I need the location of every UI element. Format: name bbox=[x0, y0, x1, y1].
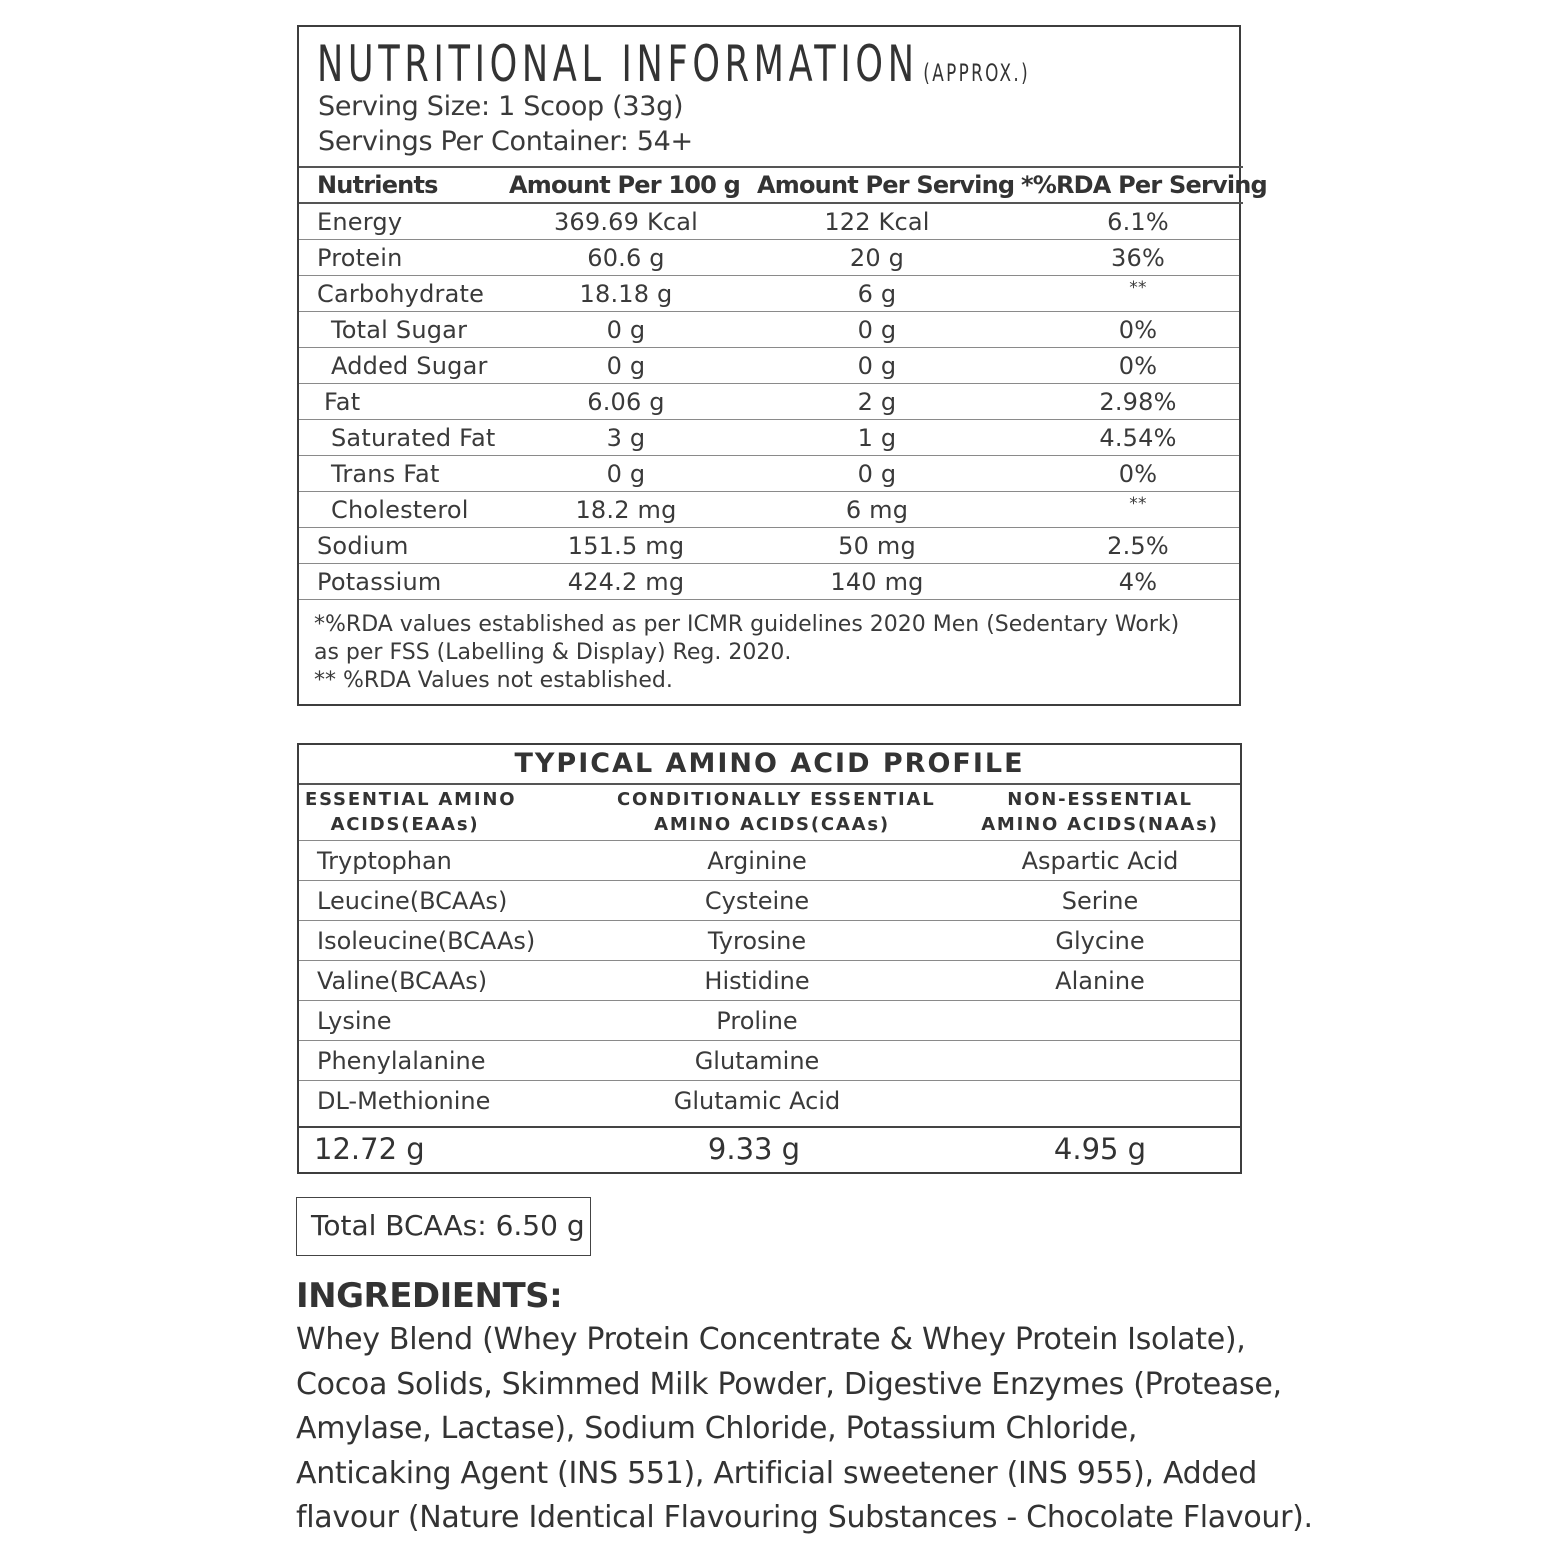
header-essential-line1: ESSENTIAL AMINO bbox=[305, 789, 517, 810]
ingredients-line: Cocoa Solids, Skimmed Milk Powder, Digestive Enzymes (Protease, bbox=[296, 1367, 1282, 1402]
amount-per-100g: 369.69 Kcal bbox=[553, 208, 699, 236]
nutrient-name: Added Sugar bbox=[331, 352, 488, 380]
table-row-trans-fat bbox=[299, 456, 1239, 492]
nonessential-amino: Glycine bbox=[1055, 927, 1145, 955]
conditional-amino: Cysteine bbox=[704, 887, 810, 915]
nutrition-title bbox=[317, 35, 1030, 93]
header-non-essential bbox=[979, 787, 1221, 842]
header-amount-per-serving: Amount Per Serving bbox=[757, 171, 1015, 199]
amino-title: TYPICAL AMINO ACID PROFILE bbox=[299, 745, 1240, 785]
amino-acid-profile-panel bbox=[297, 743, 1242, 1174]
amount-per-100g: 6.06 g bbox=[587, 388, 665, 416]
table-row-total-sugar bbox=[299, 312, 1239, 348]
nutrition-title-text: NUTRITIONAL INFORMATION bbox=[317, 35, 919, 93]
header-conditional-line2: AMINO ACIDS(CAAs) bbox=[654, 814, 890, 835]
servings-per-container: Servings Per Container: 54+ bbox=[318, 126, 693, 157]
table-row bbox=[299, 881, 1240, 921]
essential-amino: Valine(BCAAs) bbox=[317, 967, 488, 995]
amount-per-serving: 122 Kcal bbox=[824, 208, 930, 236]
rda-value: 0% bbox=[1118, 460, 1158, 488]
table-row-protein bbox=[299, 240, 1239, 276]
ingredients-title: INGREDIENTS: bbox=[296, 1276, 563, 1316]
amount-per-serving: 0 g bbox=[857, 460, 897, 488]
rda-value: ** bbox=[1129, 494, 1147, 514]
amount-per-serving: 2 g bbox=[857, 388, 897, 416]
amount-per-100g: 0 g bbox=[606, 352, 646, 380]
rda-value: ** bbox=[1129, 278, 1147, 298]
nutrient-name: Carbohydrate bbox=[317, 280, 485, 308]
essential-amino: Leucine(BCAAs) bbox=[317, 887, 508, 915]
conditional-amino: Histidine bbox=[704, 967, 810, 995]
table-row bbox=[299, 1001, 1240, 1041]
header-conditionally-essential bbox=[617, 787, 936, 842]
nutrient-name: Trans Fat bbox=[331, 460, 440, 488]
rda-value: 2.98% bbox=[1099, 388, 1177, 416]
table-row-energy bbox=[299, 204, 1239, 240]
rda-value: 2.5% bbox=[1107, 532, 1169, 560]
nutrient-name: Potassium bbox=[317, 568, 442, 596]
table-row-fat bbox=[299, 384, 1239, 420]
essential-amino: DL-Methionine bbox=[317, 1087, 491, 1115]
amount-per-100g: 0 g bbox=[606, 316, 646, 344]
header-nutrients: Nutrients bbox=[317, 171, 438, 199]
rda-value: 4% bbox=[1118, 568, 1158, 596]
footnote-rda-not-established: ** %RDA Values not established. bbox=[314, 668, 673, 693]
nutrient-name: Cholesterol bbox=[331, 496, 469, 524]
footnote-fss-reg: as per FSS (Labelling & Display) Reg. 2020. bbox=[314, 640, 792, 665]
table-row bbox=[299, 1081, 1240, 1121]
table-row-saturated-fat bbox=[299, 420, 1239, 456]
rda-value: 0% bbox=[1118, 316, 1158, 344]
nonessential-total: 4.95 g bbox=[1053, 1132, 1147, 1166]
table-row-cholesterol bbox=[299, 492, 1239, 528]
conditional-amino: Tyrosine bbox=[707, 927, 807, 955]
total-bcaa-box bbox=[296, 1197, 591, 1256]
serving-size: Serving Size: 1 Scoop (33g) bbox=[318, 91, 684, 122]
header-nonessential-line1: NON-ESSENTIAL bbox=[1007, 789, 1193, 810]
table-row-potassium bbox=[299, 564, 1239, 600]
header-amount-per-100g: Amount Per 100 g bbox=[509, 171, 740, 199]
nonessential-amino: Serine bbox=[1061, 887, 1139, 915]
nonessential-amino: Aspartic Acid bbox=[1021, 847, 1179, 875]
total-bcaa-label: Total BCAAs: 6.50 g bbox=[311, 1209, 585, 1242]
table-row bbox=[299, 841, 1240, 881]
table-row-added-sugar bbox=[299, 348, 1239, 384]
amount-per-serving: 6 mg bbox=[845, 496, 909, 524]
conditional-amino: Glutamine bbox=[694, 1047, 820, 1075]
amount-per-serving: 0 g bbox=[857, 352, 897, 380]
conditional-total: 9.33 g bbox=[707, 1132, 801, 1166]
nutrient-name: Total Sugar bbox=[331, 316, 468, 344]
amount-per-serving: 6 g bbox=[857, 280, 897, 308]
amount-per-100g: 18.18 g bbox=[579, 280, 673, 308]
table-row-sodium bbox=[299, 528, 1239, 564]
essential-total: 12.72 g bbox=[314, 1132, 425, 1166]
essential-amino: Lysine bbox=[317, 1007, 392, 1035]
rda-value: 0% bbox=[1118, 352, 1158, 380]
rda-value: 4.54% bbox=[1099, 424, 1177, 452]
header-conditional-line1: CONDITIONALLY ESSENTIAL bbox=[617, 789, 936, 810]
amount-per-serving: 140 mg bbox=[830, 568, 924, 596]
amount-per-100g: 18.2 mg bbox=[575, 496, 677, 524]
rda-value: 6.1% bbox=[1107, 208, 1169, 236]
table-row bbox=[299, 921, 1240, 961]
amount-per-100g: 3 g bbox=[606, 424, 646, 452]
essential-amino: Tryptophan bbox=[317, 847, 452, 875]
ingredients-line: Amylase, Lactase), Sodium Chloride, Potassium Chloride, bbox=[296, 1411, 1138, 1446]
table-row bbox=[299, 1041, 1240, 1081]
conditional-amino: Arginine bbox=[707, 847, 807, 875]
amount-per-serving: 20 g bbox=[849, 244, 905, 272]
nutrition-facts-panel bbox=[297, 25, 1267, 706]
header-essential-line2: ACIDS(EAAs) bbox=[330, 814, 480, 835]
amount-per-100g: 424.2 mg bbox=[567, 568, 685, 596]
nutrient-name: Sodium bbox=[317, 532, 409, 560]
header-nonessential-line2: AMINO ACIDS(NAAs) bbox=[981, 814, 1219, 835]
footnote-rda-source: *%RDA values established as per ICMR guidelines 2020 Men (Sedentary Work) bbox=[314, 612, 1180, 637]
essential-amino: Phenylalanine bbox=[317, 1047, 486, 1075]
ingredients-line: Anticaking Agent (INS 551), Artificial sweetener (INS 955), Added bbox=[296, 1456, 1258, 1491]
table-row bbox=[299, 961, 1240, 1001]
header-rda-per-serving: *%RDA Per Serving bbox=[1021, 171, 1267, 199]
nutrient-name: Protein bbox=[317, 244, 403, 272]
essential-amino: Isoleucine(BCAAs) bbox=[317, 927, 536, 955]
conditional-amino: Proline bbox=[716, 1007, 798, 1035]
conditional-amino: Glutamic Acid bbox=[673, 1087, 841, 1115]
table-row-carbohydrate bbox=[299, 276, 1239, 312]
header-essential bbox=[305, 787, 517, 842]
nutrition-table-header bbox=[299, 166, 1267, 204]
amino-totals-row bbox=[299, 1126, 1240, 1172]
nonessential-amino: Alanine bbox=[1055, 967, 1145, 995]
amount-per-100g: 60.6 g bbox=[587, 244, 665, 272]
amount-per-100g: 151.5 mg bbox=[567, 532, 685, 560]
rda-value: 36% bbox=[1111, 244, 1165, 272]
ingredients-line: flavour (Nature Identical Flavouring Substances - Chocolate Flavour). bbox=[296, 1500, 1313, 1535]
amount-per-serving: 50 mg bbox=[838, 532, 916, 560]
amount-per-serving: 0 g bbox=[857, 316, 897, 344]
nutrient-name: Energy bbox=[317, 208, 403, 236]
approx-label: (APPROX.) bbox=[923, 59, 1030, 87]
ingredients-line: Whey Blend (Whey Protein Concentrate & Whey Protein Isolate), bbox=[296, 1322, 1246, 1357]
amount-per-100g: 0 g bbox=[606, 460, 646, 488]
amount-per-serving: 1 g bbox=[857, 424, 897, 452]
nutrient-name: Fat bbox=[324, 388, 361, 416]
nutrient-name: Saturated Fat bbox=[331, 424, 496, 452]
